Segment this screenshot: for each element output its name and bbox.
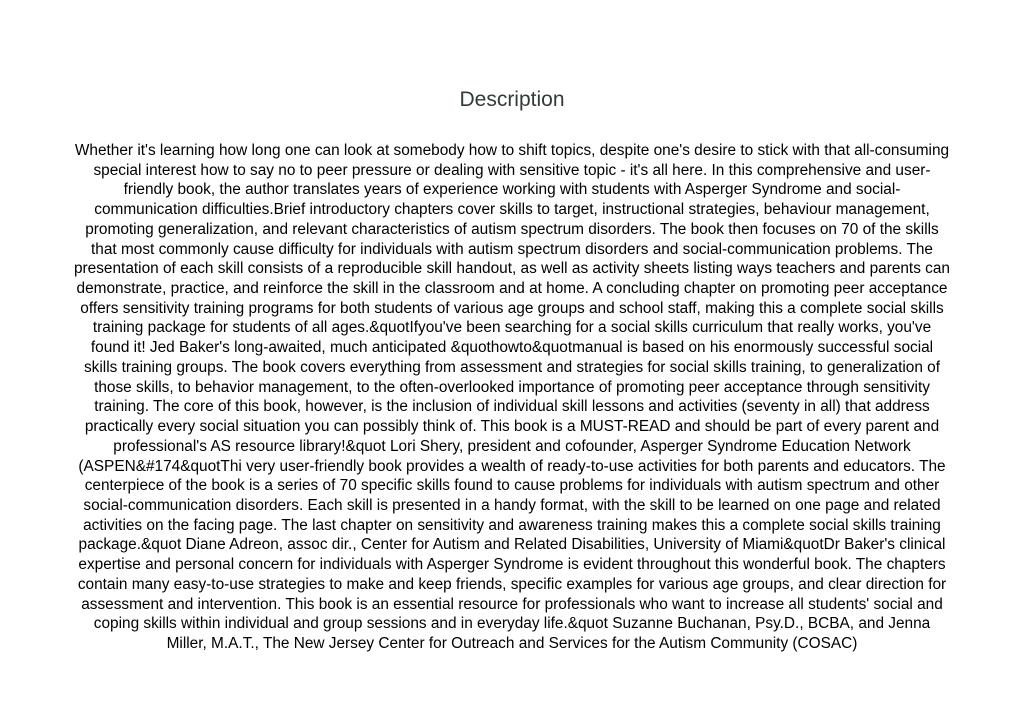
text-line: those skills, to behavior management, to the often-overlooked importance of promoting peer acceptance through sensitivity [94, 378, 930, 396]
text-line: special interest how to say no to peer pressure or dealing with sensitive topic - it's all here. In this comprehensive and user- [93, 161, 931, 179]
text-line: contain many easy-to-use strategies to make and keep friends, specific examples for various age groups, and clear direction for [77, 575, 947, 593]
text-line: demonstrate, practice, and reinforce the skill in the classroom and at home. A concluding chapter on promoting peer acceptance [76, 280, 948, 298]
text-line: training. The core of this book, however, is the inclusion of individual skill lessons and activities (seventy in all) that address [94, 398, 930, 416]
text-line: assessment and intervention. This book is an essential resource for professionals who want to increase all students' social and [81, 595, 943, 613]
text-line: professional's AS resource library!&quot Lori Shery, president and cofounder, Asperger Syndrome Education Network [113, 437, 911, 455]
text-line: promoting generalization, and relevant characteristics of autism spectrum disorders. The book then focuses on 70 of the skills [85, 220, 939, 238]
text-line: expertise and personal concern for individuals with Asperger Syndrome is evident throughout this wonderful book. The chapters [78, 556, 946, 574]
text-line: practically every social situation you can possibly think of. This book is a MUST-READ and should be part of every parent and [84, 418, 940, 436]
text-line: that most commonly cause difficulty for individuals with autism spectrum disorders and social-communication problems. The [91, 240, 933, 258]
text-line: activities on the facing page. The last chapter on sensitivity and awareness training makes this a complete social skills training [83, 516, 941, 534]
text-line: coping skills within individual and group sessions and in everyday life.&quot Suzanne Buchanan, Psy.D., BCBA, and Jenna [93, 615, 931, 633]
text-line: Whether it's learning how long one can look at somebody how to shift topics, despite one's desire to stick with that all-consuming [74, 142, 950, 159]
text-line: friendly book, the author translates years of experience working with students with Asperger Syndrome and social- [123, 181, 901, 199]
text-line: skills training groups. The book covers everything from assessment and strategies for social skills training, to generalization of [83, 358, 940, 376]
text-line: training package for students of all ages.&quotIfyou've been searching for a social skills curriculum that really works, you've [92, 319, 932, 337]
description-text [40, 141, 984, 654]
text-line: presentation of each skill consists of a reproducible skill handout, as well as activity sheets listing ways teachers and parents can [73, 260, 950, 278]
text-line: found it! Jed Baker's long-awaited, much anticipated &quothowto&quotmanual is based on his enormously successful social [90, 339, 934, 357]
text-line: social-communication disorders. Each skill is presented in a handy format, with the skill to be learned on one page and related [83, 496, 941, 514]
page-title: Description [459, 88, 565, 111]
text-line: communication difficulties.Brief introductory chapters cover skills to target, instructional strategies, behaviour management, [94, 201, 930, 219]
text-line: Miller, M.A.T., The New Jersey Center for Outreach and Services for the Autism Community (COSAC) [166, 634, 858, 652]
text-line: centerpiece of the book is a series of 70 specific skills found to cause problems for individuals with autism spectrum and other [84, 477, 940, 495]
text-line: (ASPEN&#174&quotThi very user-friendly book provides a wealth of ready-to-use activities for both parents and educators. The [78, 457, 946, 475]
text-line: package.&quot Diane Adreon, assoc dir., Center for Autism and Related Disabilities, University of Miami&quotDr Baker's clinical [78, 536, 946, 554]
text-line: offers sensitivity training programs for both students of various age groups and school staff, making this a complete social skills [80, 299, 944, 317]
